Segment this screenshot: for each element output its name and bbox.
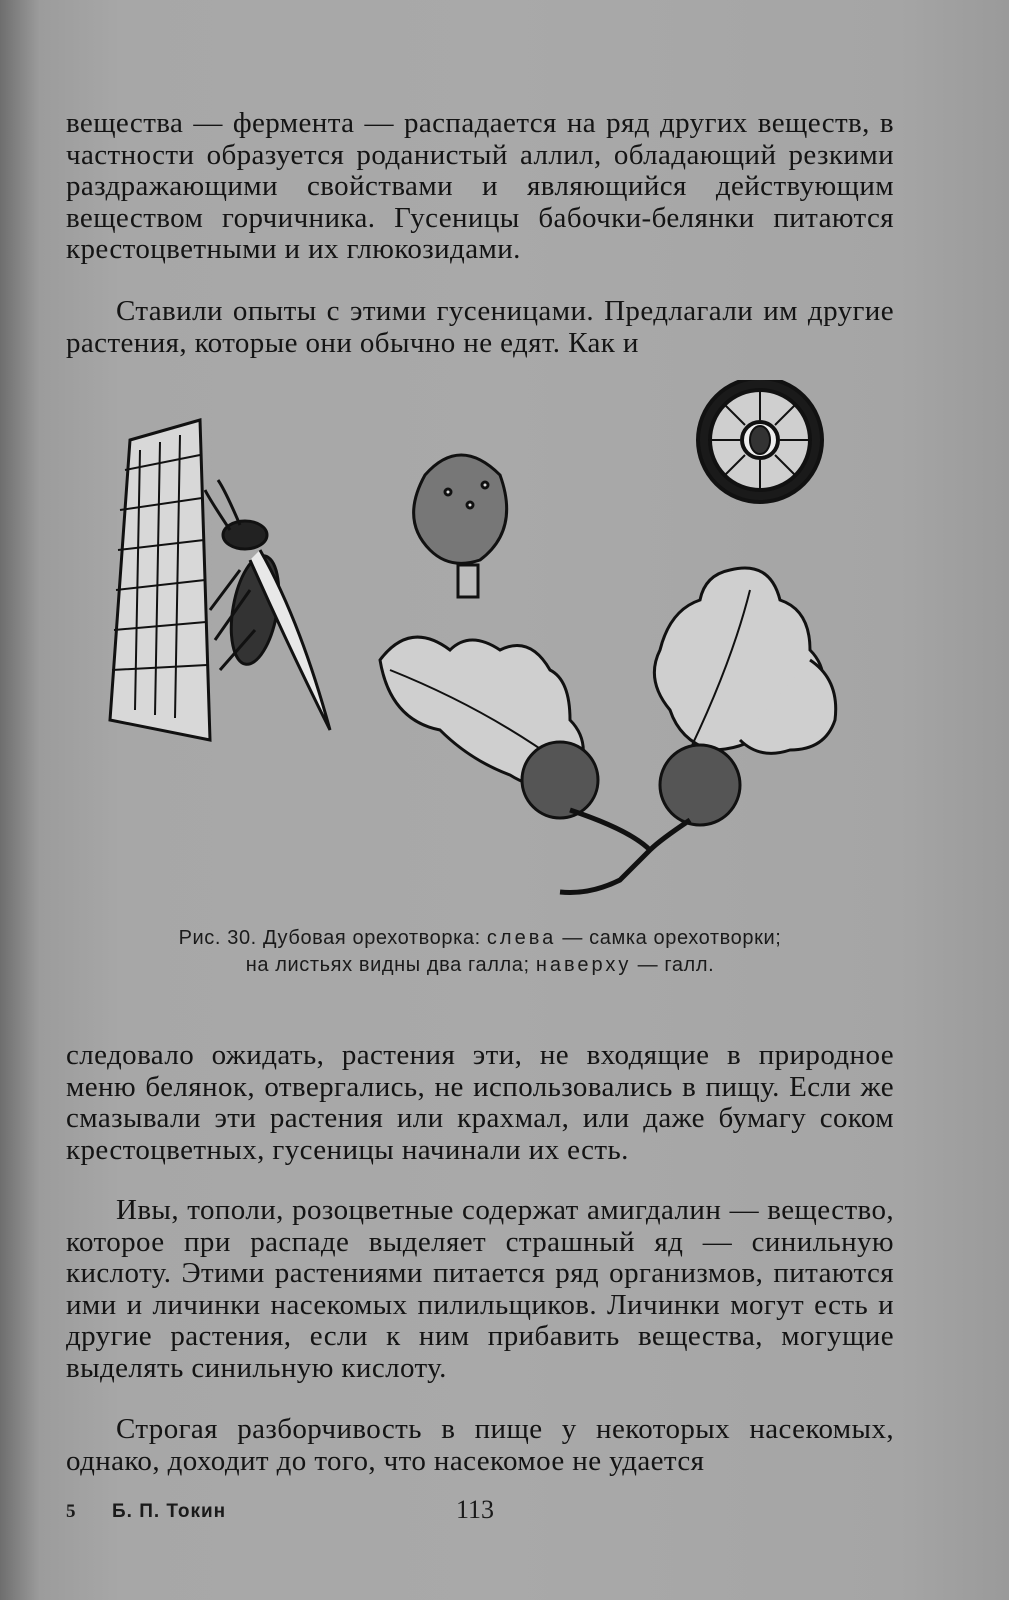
caption-leaves-desc: на листьях видны два галла; bbox=[245, 954, 530, 976]
caption-top-word: наверху bbox=[535, 954, 632, 976]
paragraph-1: вещества — фермента — распадается на ряд других веществ, в частности образуется роданистый аллил, обладающий резкими раздражающими свойствами и являющийся действующим веществом горчичника. Гусеницы бабочки-белянки питаются крестоцветными и их глюкозидами. bbox=[66, 107, 894, 265]
caption-left-word: слева bbox=[486, 927, 557, 949]
caption-left-desc: — самка орехотворки; bbox=[562, 927, 782, 949]
figure-oak-gall-wasp bbox=[90, 380, 860, 910]
figure-illustration bbox=[90, 380, 860, 910]
paragraph-3: следовало ожидать, растения эти, не входящие в природное меню белянок, отвергались, не использовались в пищу. Если же смазывали эти растения или крахмал, или даже бумагу соком крестоцветных, гусеницы начинали их есть. bbox=[66, 1039, 894, 1166]
paragraph-4: Ивы, тополи, розоцветные содержат амигдалин — вещество, которое при распаде выделяет страшный яд — синильную кислоту. Этими растениями питается ряд организмов, питаются ими и личинки насекомых пилильщиков. Личинки могут есть и другие растения, если к ним прибавить вещества, могущие выделять синильную кислоту. bbox=[66, 1194, 894, 1384]
paragraph-5: Строгая разборчивость в пище у некоторых насекомых, однако, доходит до того, что насекомое не удается bbox=[66, 1413, 894, 1477]
gall-drawing bbox=[414, 455, 507, 597]
footer-author: Б. П. Токин bbox=[112, 1501, 227, 1522]
page-number: 113 bbox=[456, 1495, 495, 1524]
oak-leaves-drawing bbox=[380, 568, 836, 893]
gall-cross-section-drawing bbox=[698, 380, 822, 502]
figure-caption bbox=[66, 925, 894, 979]
signature-mark: 5 bbox=[66, 1501, 76, 1522]
caption-line-1 bbox=[66, 925, 894, 952]
caption-fig-label: Рис. 30. Дубовая орехотворка: bbox=[178, 927, 481, 949]
caption-line-2 bbox=[66, 952, 894, 979]
wasp-on-twig-drawing bbox=[110, 420, 330, 740]
paragraph-2: Ставили опыты с этими гусеницами. Предлагали им другие растения, которые они обычно не едят. Как и bbox=[66, 295, 894, 359]
caption-top-desc: — галл. bbox=[637, 954, 715, 976]
page-footer bbox=[66, 1495, 894, 1525]
